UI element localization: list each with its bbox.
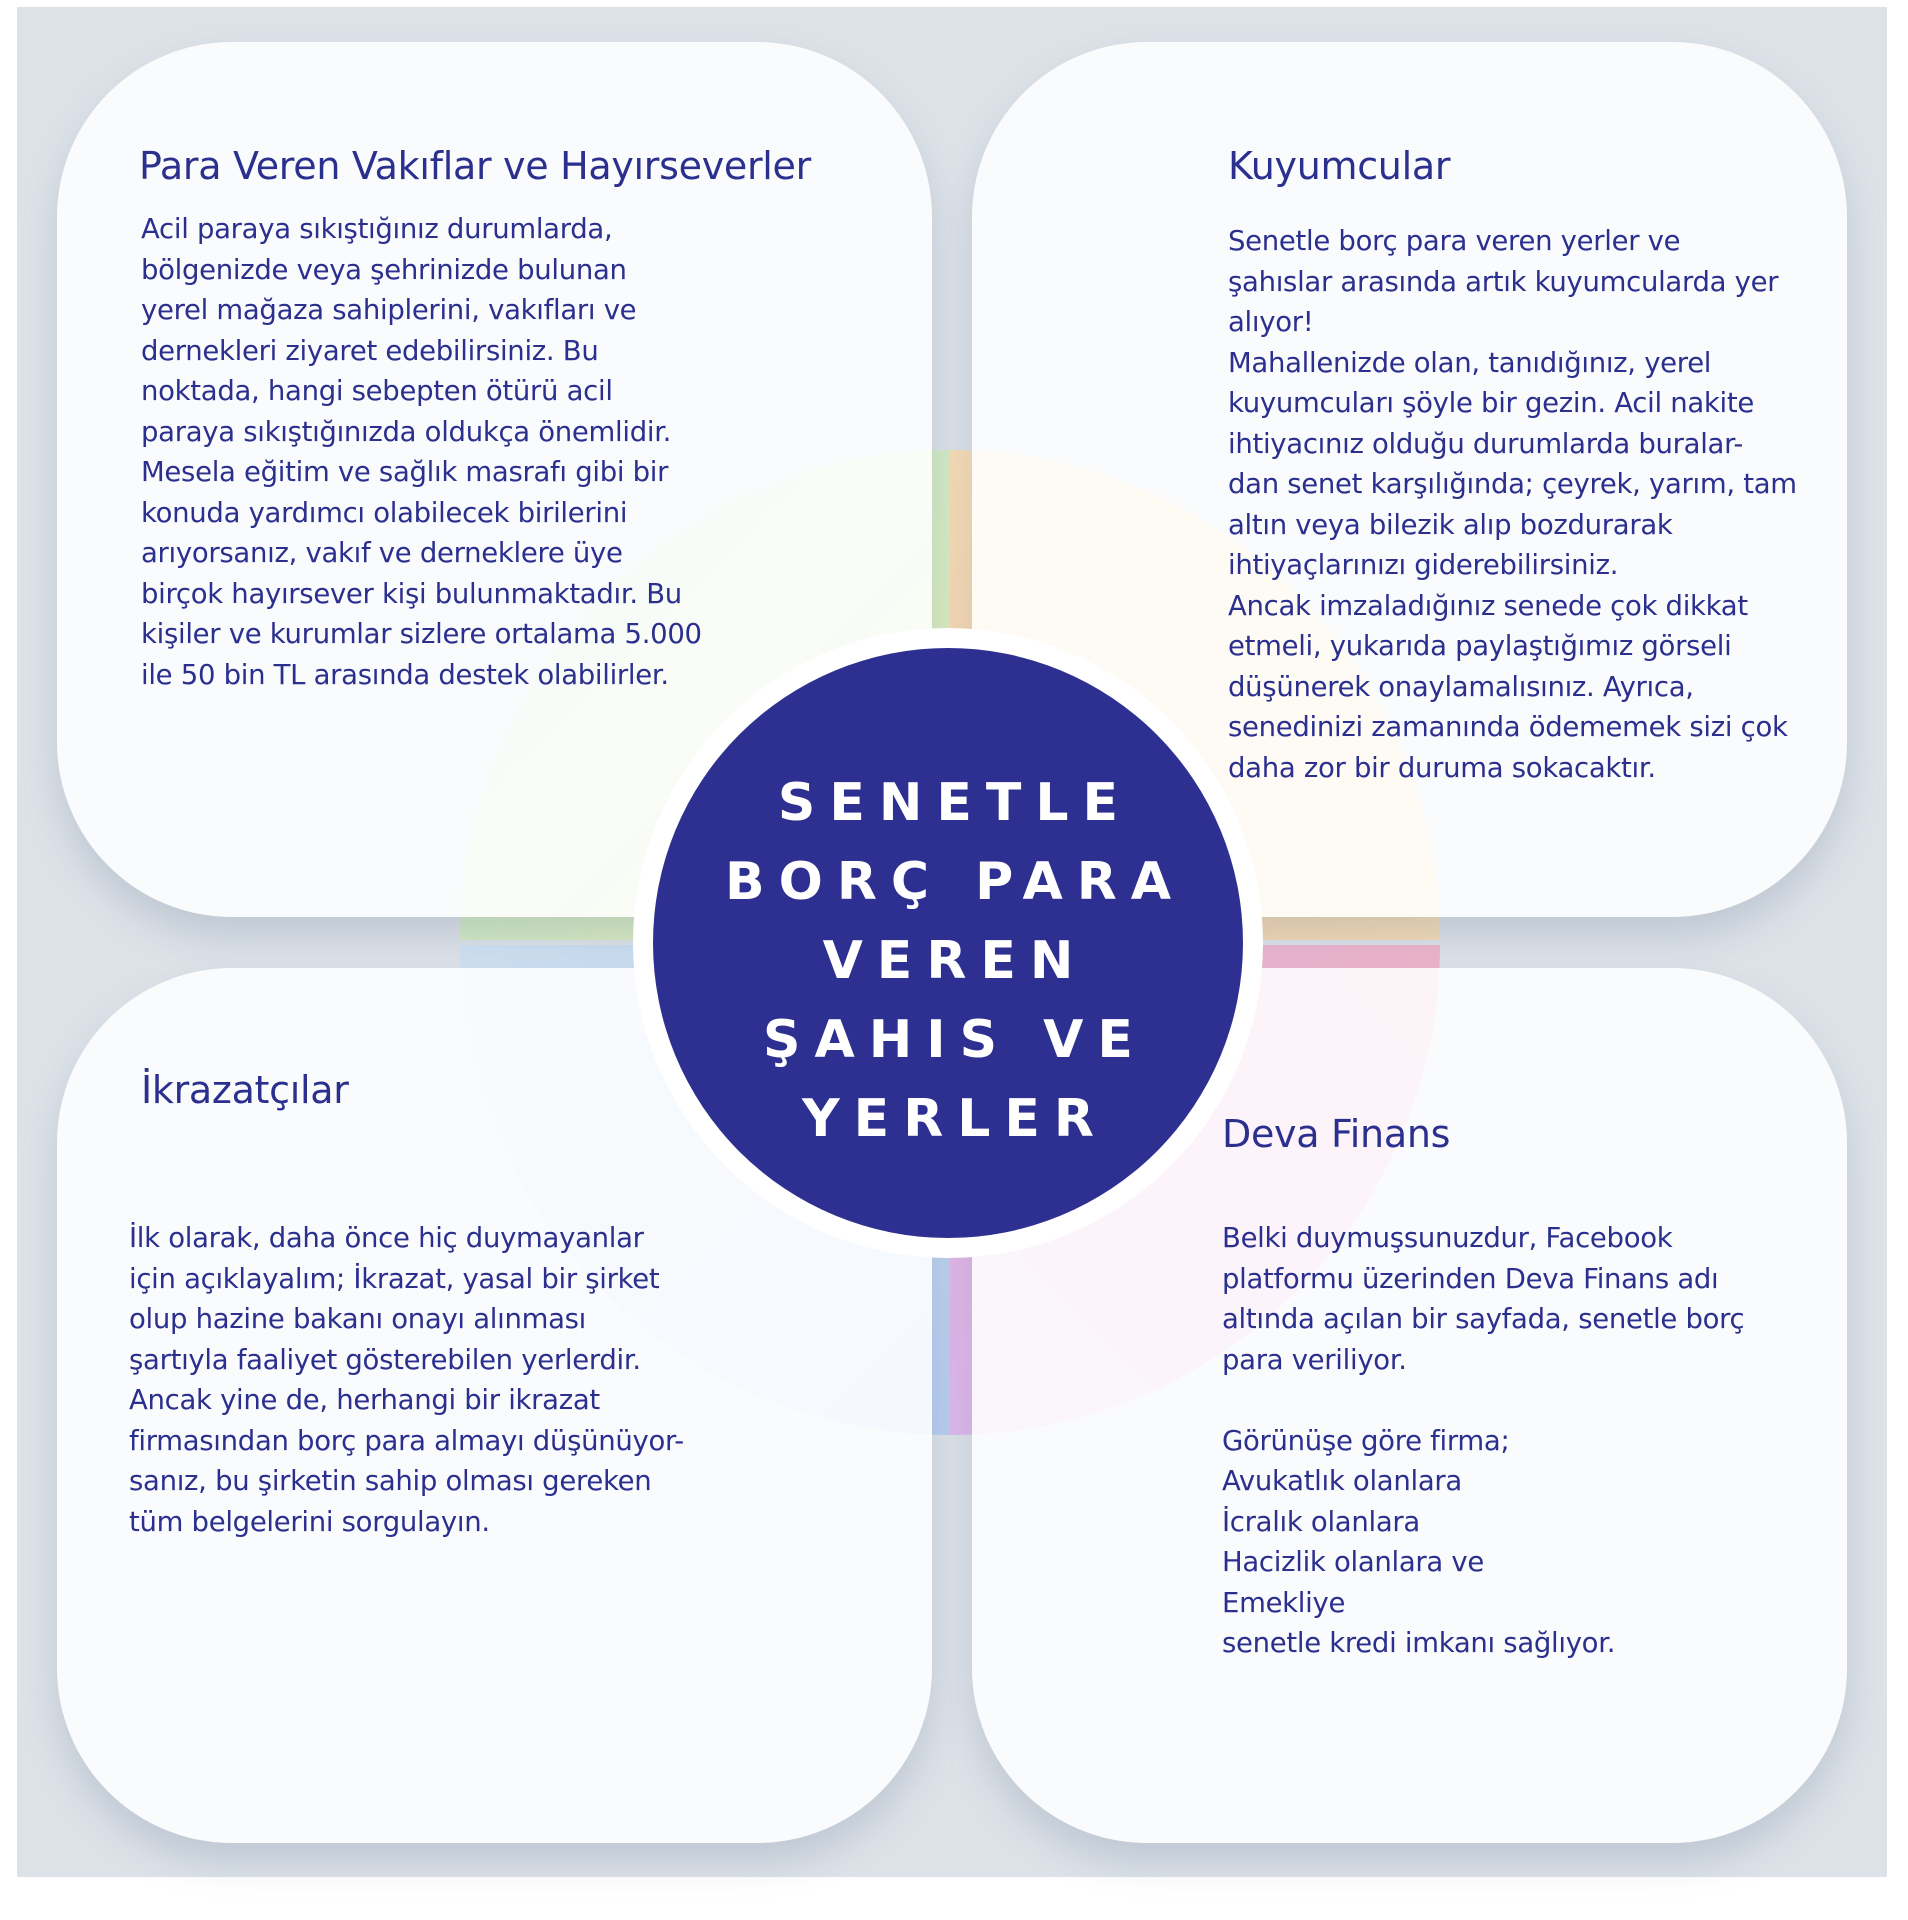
center-title-line: YERLER xyxy=(802,1089,1108,1149)
center-title-line: BORÇ PARA xyxy=(724,852,1185,912)
card-title: Para Veren Vakıflar ve Hayırseverler xyxy=(139,144,811,188)
center-title-line: VEREN xyxy=(822,931,1088,991)
card-title: İkrazatçılar xyxy=(141,1068,349,1112)
card-line: paraya sıkıştığınızda oldukça önemlidir. xyxy=(141,415,672,448)
card-line: altın veya bilezik alıp bozdurarak xyxy=(1228,508,1673,541)
center-title-line: SENETLE xyxy=(777,773,1133,833)
card-line: dan senet karşılığında; çeyrek, yarım, tam xyxy=(1228,468,1797,500)
card-line: noktada, hangi sebepten ötürü acil xyxy=(141,375,613,407)
card-line xyxy=(1222,1380,1744,1421)
card-line: olup hazine bakanı onayı alınması xyxy=(129,1303,586,1335)
card-line: platformu üzerinden Deva Finans adı xyxy=(1222,1262,1719,1295)
card-line: İcralık olanlara xyxy=(1222,1505,1420,1538)
card-body xyxy=(129,1218,684,1542)
card-body xyxy=(1222,1218,1744,1664)
card-line: Ancak yine de, herhangi bir ikrazat xyxy=(129,1384,600,1416)
center-disc xyxy=(653,648,1243,1238)
card-line: Acil paraya sıkıştığınız durumlarda, xyxy=(141,213,613,245)
card-title: Kuyumcular xyxy=(1228,144,1451,188)
card-line: konuda yardımcı olabilecek birilerini xyxy=(141,496,628,529)
card-line: para veriliyor. xyxy=(1222,1343,1407,1376)
card-line: şartıyla faaliyet gösterebilen yerlerdir. xyxy=(129,1343,641,1376)
card-line: Hacizlik olanlara ve xyxy=(1222,1546,1485,1578)
card-line: alıyor! xyxy=(1228,306,1314,338)
card-line: etmeli, yukarıda paylaştığımız görseli xyxy=(1228,630,1732,662)
card-line: daha zor bir duruma sokacaktır. xyxy=(1228,751,1656,784)
center-circle xyxy=(633,628,1263,1258)
card-line: yerel mağaza sahiplerini, vakıfları ve xyxy=(141,294,637,326)
card-line: tüm belgelerini sorgulayın. xyxy=(129,1505,490,1538)
card-line: Mesela eğitim ve sağlık masrafı gibi bir xyxy=(141,456,669,488)
card-line: Mahallenizde olan, tanıdığınız, yerel xyxy=(1228,346,1712,379)
card-body xyxy=(141,209,702,695)
card-line: Avukatlık olanlara xyxy=(1222,1465,1462,1497)
card-line: kişiler ve kurumlar sizlere ortalama 5.000 xyxy=(141,618,702,650)
card-line: Görünüşe göre firma; xyxy=(1222,1424,1510,1457)
card-body xyxy=(1228,221,1797,788)
card-line: Belki duymuşsunuzdur, Facebook xyxy=(1222,1222,1673,1254)
card-line: kuyumcuları şöyle bir gezin. Acil nakite xyxy=(1228,387,1754,419)
card-line: ihtiyaçlarınızı giderebilirsiniz. xyxy=(1228,549,1619,581)
card-line: senetle kredi imkanı sağlıyor. xyxy=(1222,1627,1616,1659)
card-line: şahıslar arasında artık kuyumcularda yer xyxy=(1228,265,1779,298)
card-line: düşünerek onaylamalısınız. Ayrıca, xyxy=(1228,670,1694,703)
card-line: arıyorsanız, vakıf ve derneklere üye xyxy=(141,537,623,569)
card-line: bölgenizde veya şehrinizde bulunan xyxy=(141,253,627,286)
card-line: altında açılan bir sayfada, senetle borç xyxy=(1222,1303,1745,1335)
card-line: için açıklayalım; İkrazat, yasal bir şirket xyxy=(129,1262,660,1295)
card-title: Deva Finans xyxy=(1222,1112,1451,1156)
card-line: senedinizi zamanında ödememek sizi çok xyxy=(1228,711,1788,743)
center-title xyxy=(653,764,1243,1159)
card-line: dernekleri ziyaret edebilirsiniz. Bu xyxy=(141,334,599,367)
card-line: ihtiyacınız olduğu durumlarda buralar- xyxy=(1228,427,1743,460)
card-line: İlk olarak, daha önce hiç duymayanlar xyxy=(129,1222,644,1254)
card-line: birçok hayırsever kişi bulunmaktadır. Bu xyxy=(141,577,682,610)
card-line: firmasından borç para almayı düşünüyor- xyxy=(129,1424,684,1457)
center-title-line: ŞAHIS VE xyxy=(763,1010,1147,1070)
card-line: ile 50 bin TL arasında destek olabilirler. xyxy=(141,658,669,691)
card-line: sanız, bu şirketin sahip olması gereken xyxy=(129,1465,652,1497)
card-line: Ancak imzaladığınız senede çok dikkat xyxy=(1228,589,1748,622)
card-line: Senetle borç para veren yerler ve xyxy=(1228,225,1681,257)
card-line: Emekliye xyxy=(1222,1586,1346,1619)
